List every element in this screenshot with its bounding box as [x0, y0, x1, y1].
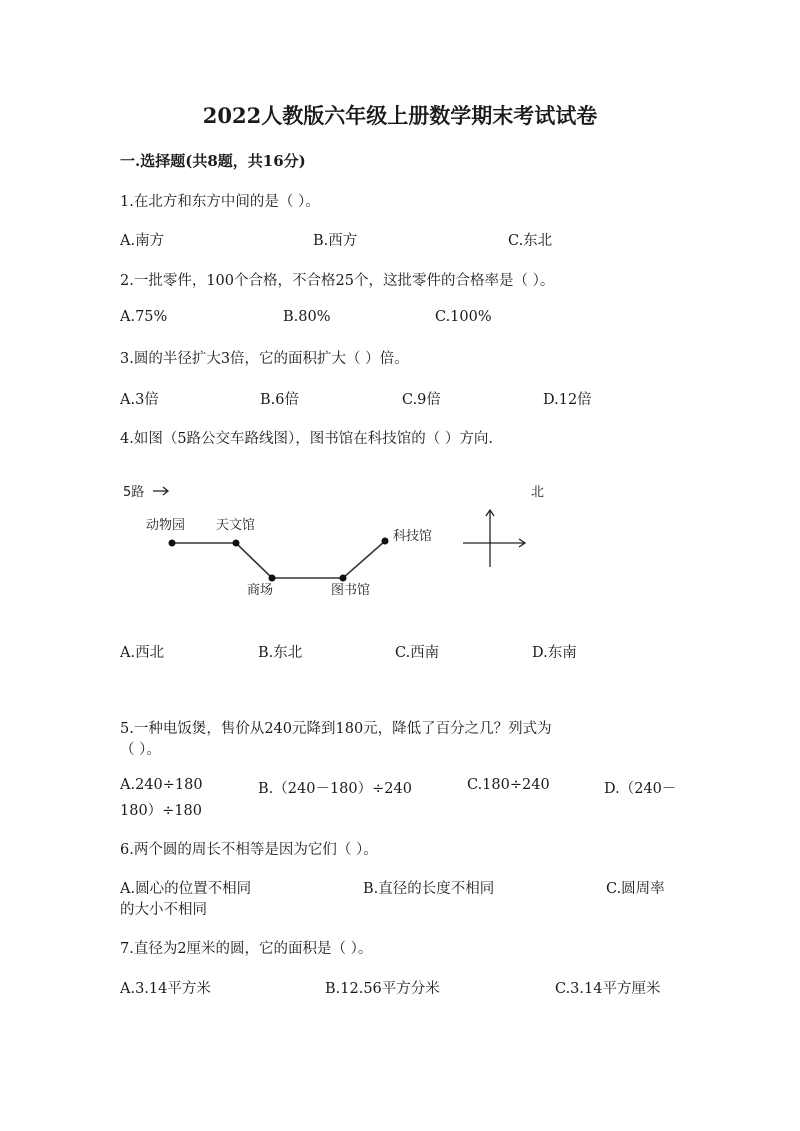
question-6-option-c: C.圆周率: [606, 881, 665, 897]
question-5-option-d-continued: 180）÷180: [120, 803, 203, 819]
question-5-stem-line-1: 5.一种电饭煲，售价从240元降到180元，降低了百分之几？列式为: [120, 721, 552, 737]
stop-marker-science-museum: [382, 538, 389, 545]
question-4-option-c: C.西南: [395, 645, 440, 661]
route-line: [172, 541, 385, 578]
question-5-stem-line-2: （ ）。: [120, 742, 161, 758]
route-label: 5路: [123, 485, 145, 500]
stop-label-planetarium: 天文馆: [216, 518, 256, 533]
stop-label-library: 图书馆: [331, 583, 371, 598]
question-7-option-a: A.3.14平方米: [120, 981, 211, 997]
question-6-option-b: B.直径的长度不相同: [363, 881, 495, 897]
question-6-option-a: A.圆心的位置不相同: [120, 881, 252, 897]
question-5-option-d: D.（240－: [604, 781, 677, 797]
stop-label-science-museum: 科技馆: [393, 529, 433, 544]
question-5-option-b: B.（240－180）÷240: [258, 781, 412, 797]
bus-route-map: [110, 476, 570, 606]
question-5-option-c: C.180÷240: [467, 777, 550, 793]
stop-marker-planetarium: [233, 540, 240, 547]
question-1-option-b: B.西方: [313, 233, 358, 249]
question-4-stem: 4.如图（5路公交车路线图），图书馆在科技馆的（ ）方向.: [120, 431, 494, 447]
question-1-stem: 1.在北方和东方中间的是（ ）。: [120, 194, 320, 210]
stop-marker-mall: [269, 575, 276, 582]
question-2-option-b: B.80%: [283, 309, 331, 325]
question-5-option-a: A.240÷180: [120, 777, 203, 793]
question-3-option-b: B.6倍: [260, 392, 299, 408]
question-3-stem: 3.圆的半径扩大3倍，它的面积扩大（ ）倍。: [120, 351, 409, 367]
question-4-option-a: A.西北: [120, 645, 165, 661]
question-4-option-b: B.东北: [258, 645, 303, 661]
question-2-option-a: A.75%: [120, 309, 168, 325]
stop-marker-library: [340, 575, 347, 582]
stop-marker-zoo: [169, 540, 176, 547]
north-label: 北: [531, 485, 545, 500]
question-6-stem: 6.两个圆的周长不相等是因为它们（ ）。: [120, 842, 378, 858]
question-1-option-a: A.南方: [120, 233, 165, 249]
question-7-option-c: C.3.14平方厘米: [555, 981, 661, 997]
question-1-option-c: C.东北: [508, 233, 553, 249]
question-2-stem: 2.一批零件，100个合格，不合格25个，这批零件的合格率是（ ）。: [120, 273, 555, 289]
question-3-option-a: A.3倍: [120, 392, 159, 408]
question-4-option-d: D.东南: [532, 645, 577, 661]
question-3-option-d: D.12倍: [543, 392, 592, 408]
page-title: 2022人教版六年级上册数学期末考试试卷: [202, 103, 598, 128]
question-2-option-c: C.100%: [435, 309, 492, 325]
question-7-option-b: B.12.56平方分米: [325, 981, 440, 997]
section-heading: 一.选择题(共8题，共16分): [120, 152, 306, 170]
question-7-stem: 7.直径为2厘米的圆，它的面积是（ ）。: [120, 941, 373, 957]
question-6-option-c-continued: 的大小不相同: [120, 902, 207, 918]
question-3-option-c: C.9倍: [402, 392, 441, 408]
stop-label-zoo: 动物园: [146, 518, 186, 533]
compass-icon: [463, 510, 525, 567]
stop-label-mall: 商场: [247, 583, 274, 598]
